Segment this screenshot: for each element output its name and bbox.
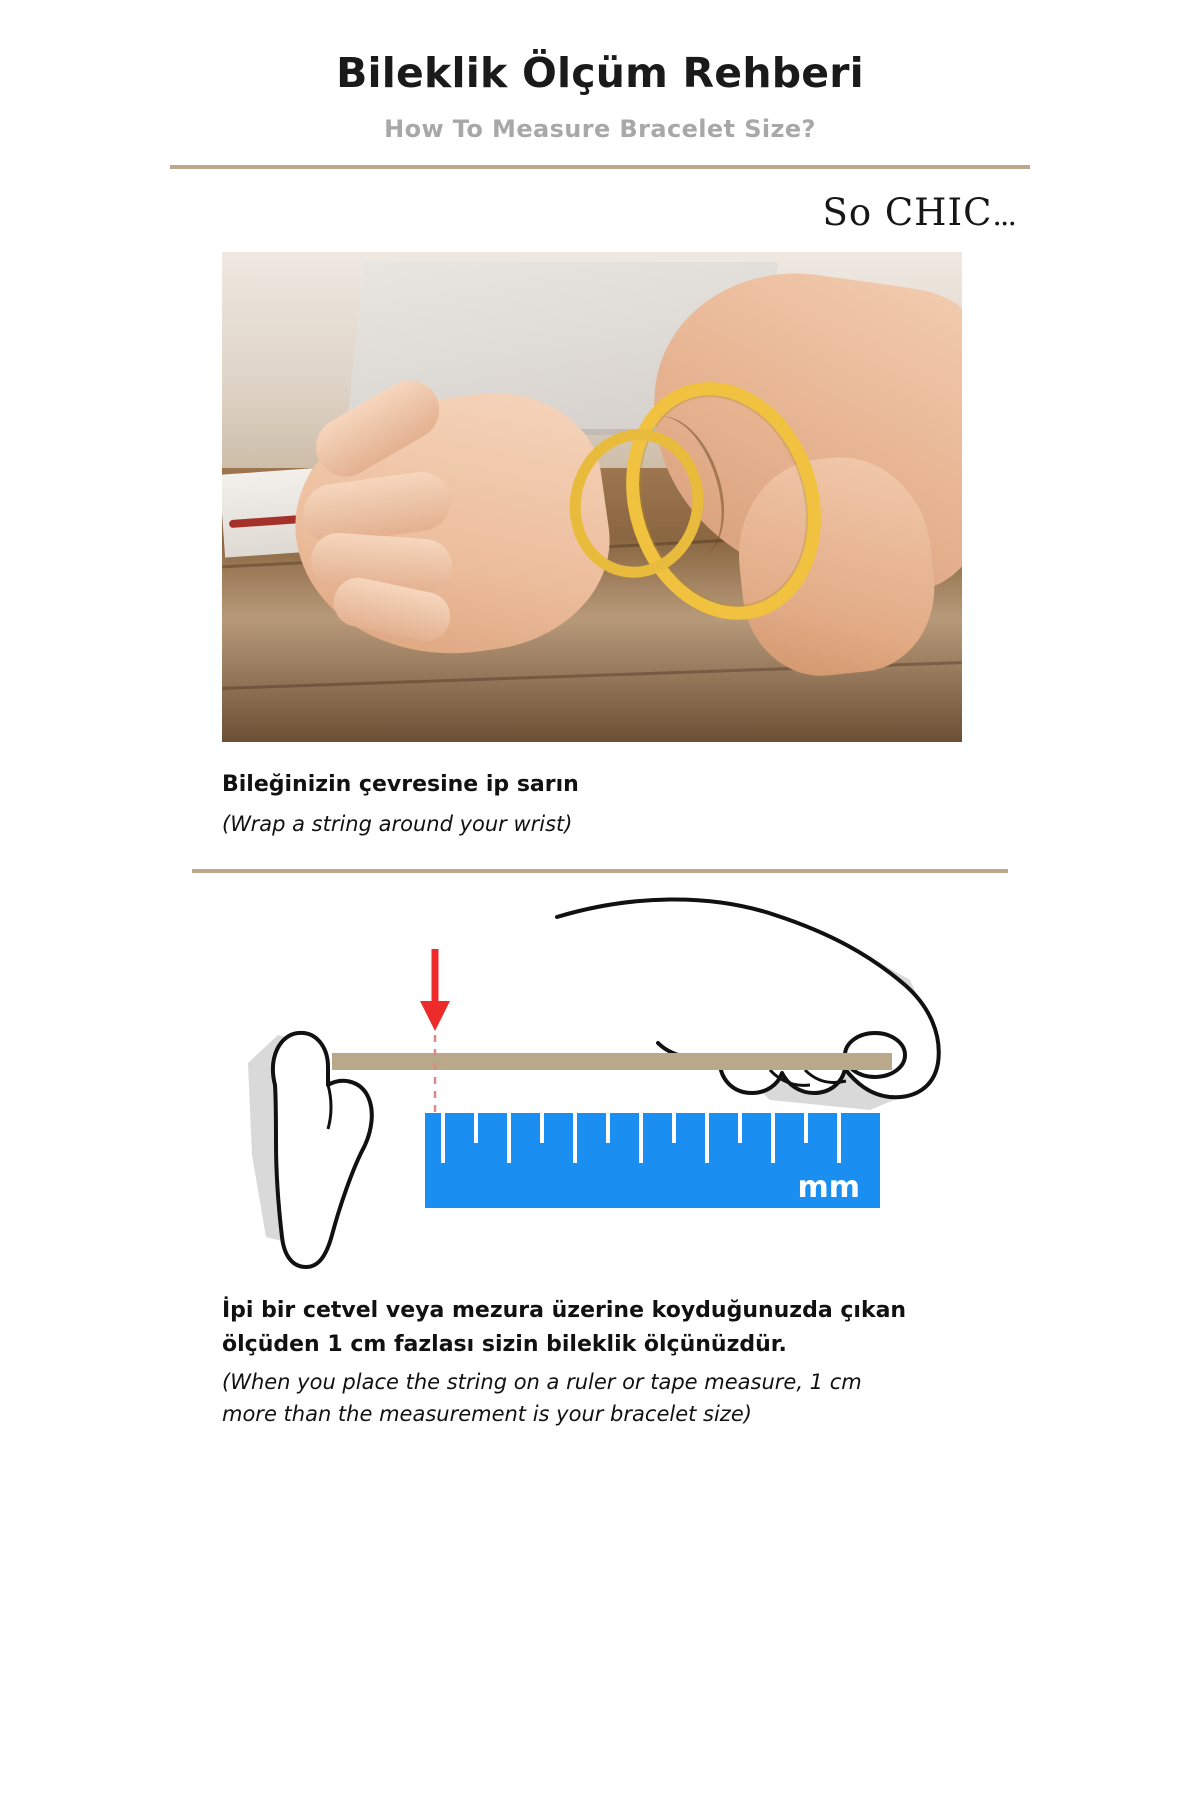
arrow-head: [420, 1001, 450, 1031]
diagram-svg: [70, 885, 1130, 1285]
page-title: Bileklik Ölçüm Rehberi: [336, 49, 864, 97]
string-bar: [332, 1053, 892, 1070]
guide-page: [70, 0, 1130, 1430]
divider-middle: [192, 869, 1008, 873]
page-subtitle: How To Measure Bracelet Size?: [384, 115, 816, 144]
wrist-measure-photo: [222, 252, 962, 742]
step1-caption-tr: Bileğinizin çevresine ip sarın: [222, 772, 579, 798]
step2-caption-en-line1: (When you place the string on a ruler or tape measure, 1 cm: [222, 1370, 862, 1394]
divider-top: [170, 165, 1030, 169]
step2-caption-en-line2: more than the measurement is your bracelet size): [222, 1402, 752, 1427]
brand-so-text: So: [822, 191, 873, 235]
ruler-unit-label: mm: [797, 1170, 860, 1206]
brand-chic-text: CHIC: [884, 191, 993, 235]
step2-caption-tr-line1: İpi bir cetvel veya mezura üzerine koyduğunuzda çıkan: [222, 1298, 907, 1324]
ruler-measure-diagram: [70, 885, 1130, 1285]
brand-logo: [70, 191, 1130, 234]
photo-illustration: [222, 252, 962, 742]
brand-dots: ...: [992, 198, 1015, 234]
step2-caption-tr-line2: ölçüden 1 cm fazlası sizin bileklik ölçünüzdür.: [222, 1332, 787, 1358]
step1-caption-en: (Wrap a string around your wrist): [222, 811, 573, 836]
